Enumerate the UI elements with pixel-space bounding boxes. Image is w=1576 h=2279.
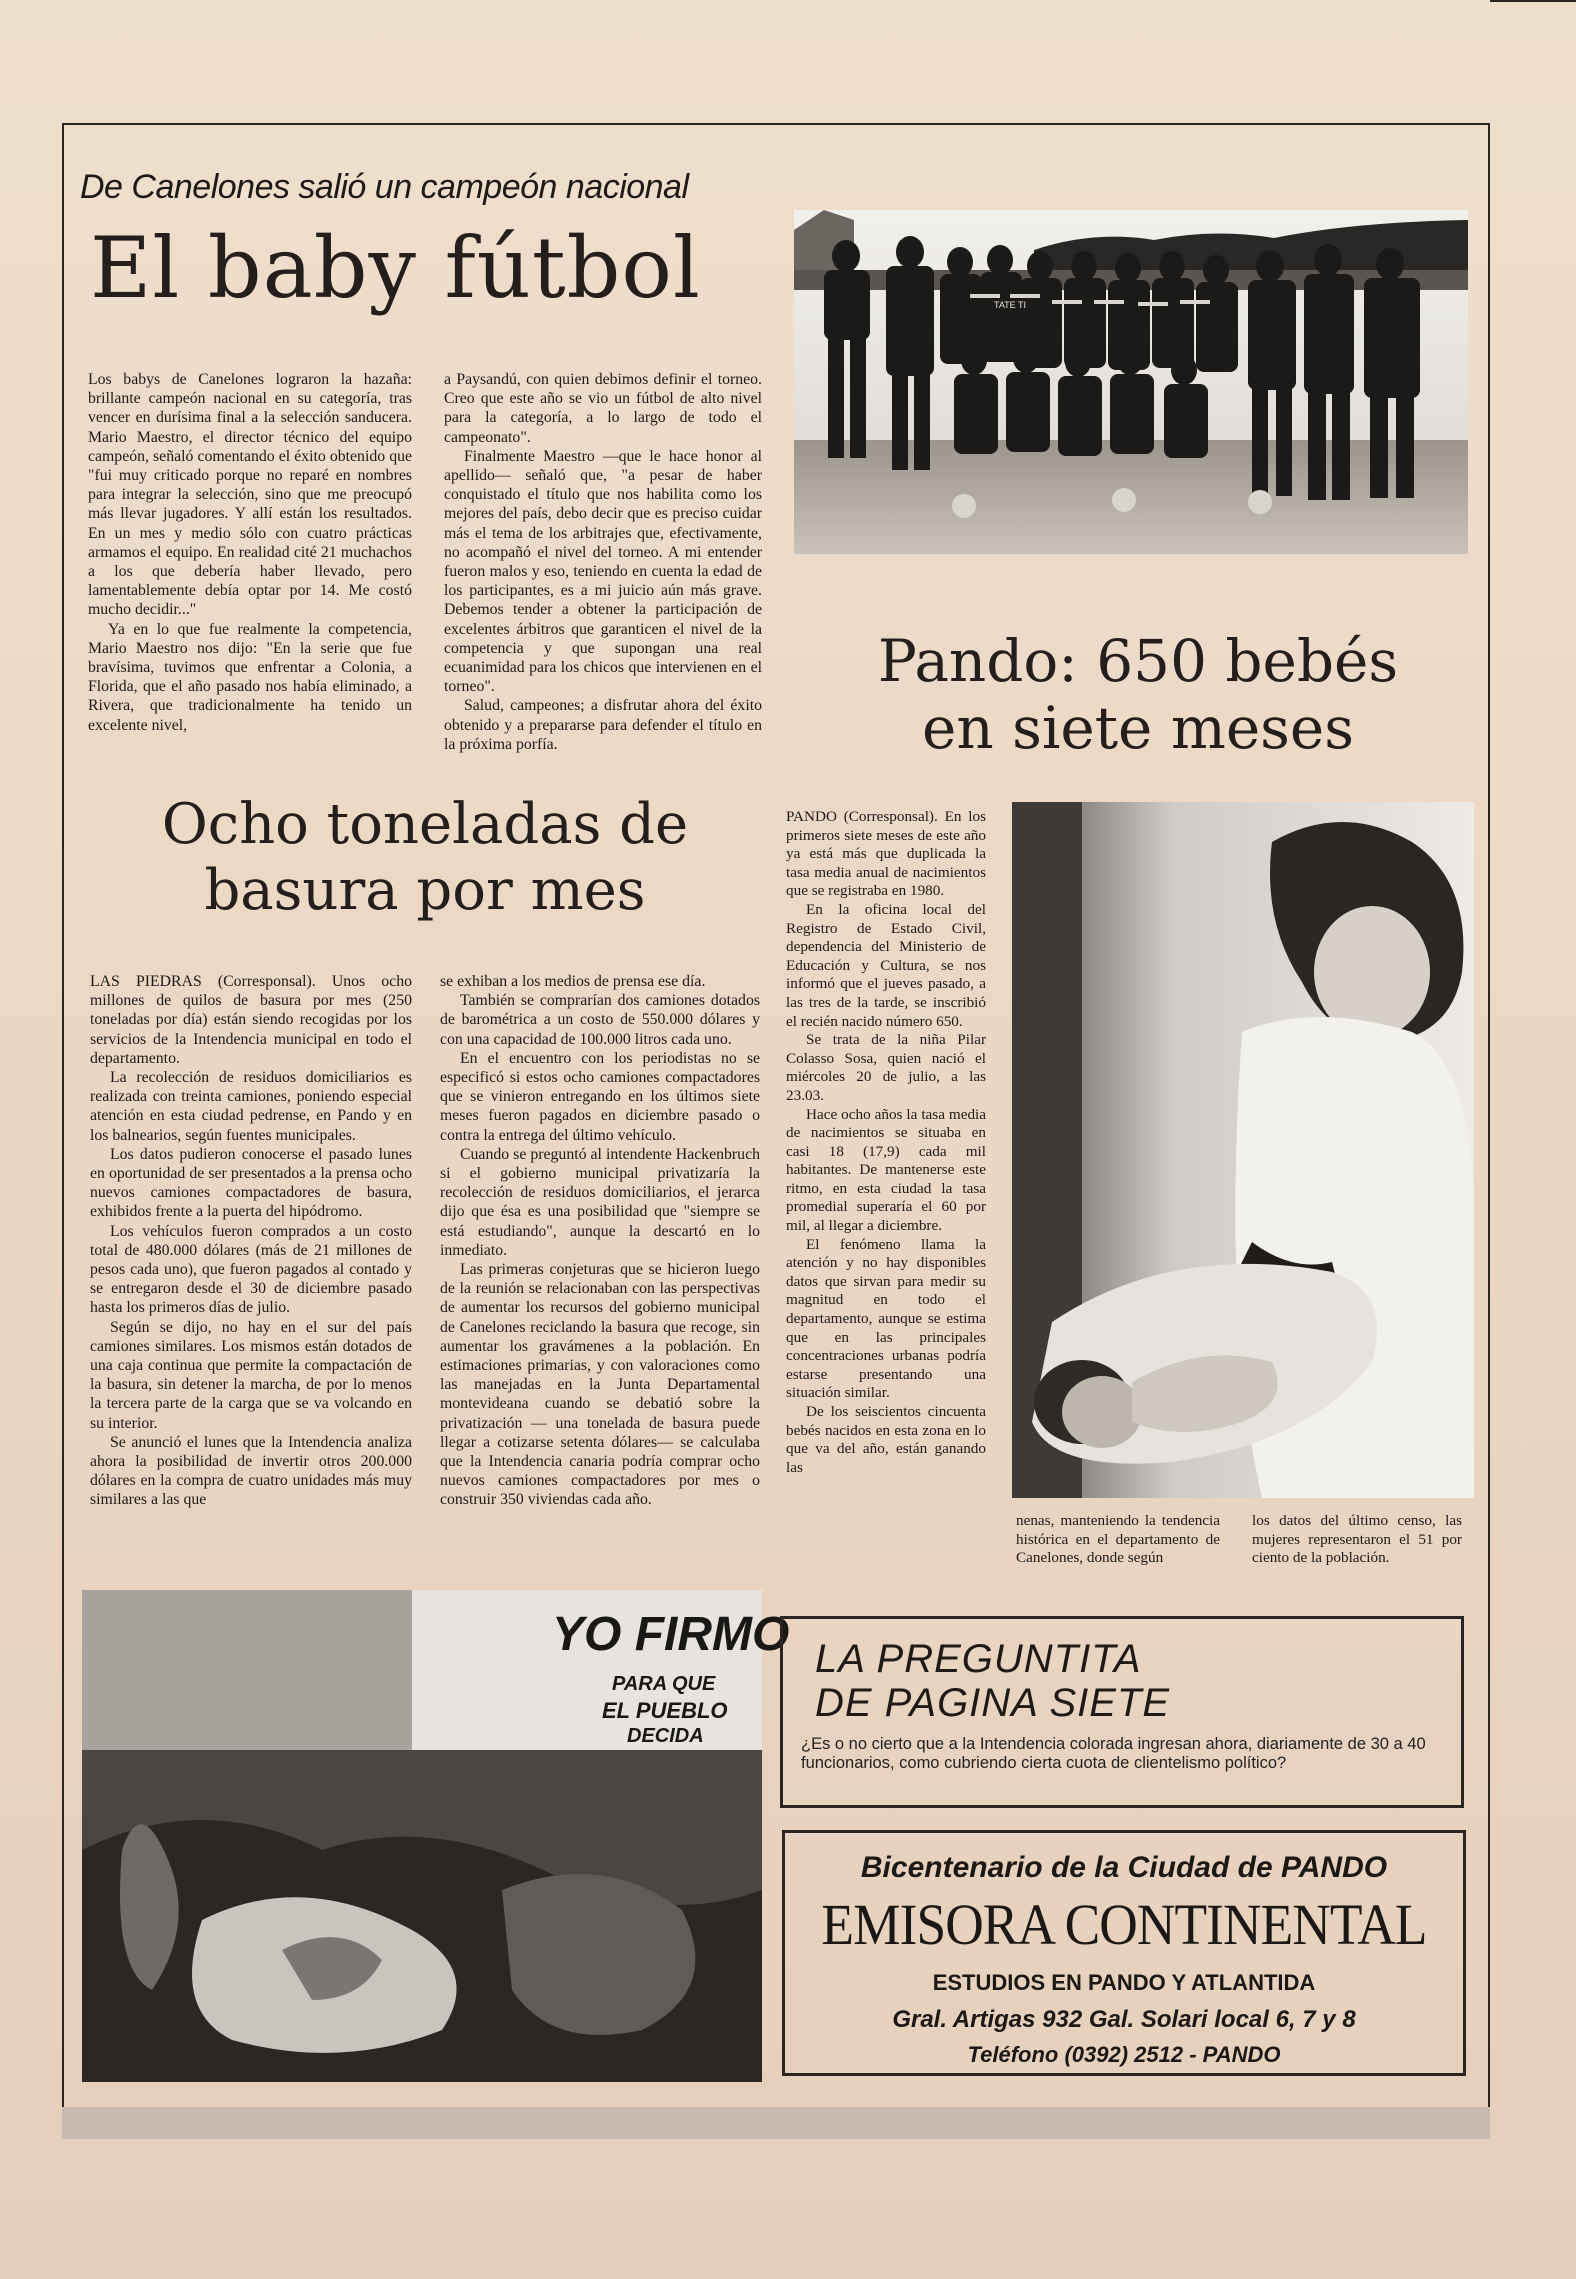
ad-studios: ESTUDIOS EN PANDO Y ATLANTIDA xyxy=(932,1970,1316,1995)
basura-paragraph: LAS PIEDRAS (Corresponsal). Unos ocho millones de quilos de basura por mes (250 toneladas por día) están siendo recogidas por los servicios de la Intendencia municipal en todo el departamento. xyxy=(90,973,412,1067)
basura-paragraph: se exhiban a los medios de prensa ese día. xyxy=(440,973,706,990)
pando-paragraph: Se trata de la niña Pilar Colasso Sosa, quien nació el miércoles 20 de julio, a las 23.03. xyxy=(786,1031,986,1104)
futbol-column-2 xyxy=(444,370,762,754)
pando-headline xyxy=(798,628,1478,763)
basura-paragraph: Las primeras conjeturas que se hicieron luego de la reunión se relacionaban con las perspectivas de aumentar los recursos del gobierno municipal de Canelones reciclando la basura que recoge, sin aumentar los gravámenes a la población. En estimaciones primarias, y con valoraciones como las manejadas en la Junta Departamental montevideana cuando se debatió sobre la privatización — una tonelada de basura puede llegar a cotizarse setenta dólares— se calculaba que la Intendencia canaria podría comprar ocho nuevos camiones compactadores por mes o construir 350 viviendas cada año. xyxy=(440,1261,760,1509)
basura-paragraph: También se comprarían dos camiones dotados de barométrica a un costo de 550.000 dólares y con una capacidad de 100.000 litros cada uno. xyxy=(440,992,760,1048)
futbol-headline: El baby fútbol xyxy=(90,219,701,317)
pando-column-3 xyxy=(1252,1512,1462,1568)
garbage-image xyxy=(82,1590,790,2082)
ad-phone: Teléfono (0392) 2512 - PANDO xyxy=(967,2042,1281,2067)
pando-paragraph: El fenómeno llama la atención y no hay disponibles datos que sirvan para medir su magnitud en todo el departamento, aunque se estima que en las principales concentraciones urbanas podría estarse presentando una situación similar. xyxy=(786,1235,986,1402)
graffiti-line-2: PARA QUE xyxy=(612,1673,716,1695)
basura-headline-line-1: Ocho toneladas de xyxy=(161,792,689,857)
preguntita-title-line-1: LA PREGUNTITA xyxy=(815,1637,1142,1681)
preguntita-title-line-2: DE PAGINA SIETE xyxy=(815,1681,1171,1725)
ad-title: Bicentenario de la Ciudad de PANDO xyxy=(860,1851,1388,1884)
pando-column-1 xyxy=(786,808,986,1477)
preguntita-box xyxy=(780,1616,1464,1808)
pando-column-2 xyxy=(1016,1512,1220,1568)
futbol-paragraph: a Paysandú, con quien debimos definir el torneo. Creo que este año se vio un fútbol de alto nivel para la categoría, a lo largo de todo el campeonato". xyxy=(444,371,762,446)
top-rule xyxy=(1490,0,1576,2)
basura-paragraph: Se anunció el lunes que la Intendencia analiza ahora la posibilidad de invertir otros 200.000 dólares en la compra de cuatro unidades más muy similares a las que xyxy=(90,1433,412,1509)
emisora-advertisement xyxy=(782,1830,1466,2076)
pando-paragraph: nenas, manteniendo la tendencia histórica en el departamento de Canelones, donde según xyxy=(1016,1512,1220,1567)
pando-paragraph: los datos del último censo, las mujeres representaron el 51 por ciento de la población. xyxy=(1252,1512,1462,1567)
graffiti-line-3: EL PUEBLO xyxy=(602,1698,728,1723)
graffiti-line-4: DECIDA xyxy=(627,1725,704,1747)
pando-headline-line-2: en siete meses xyxy=(922,694,1354,763)
basura-headline xyxy=(70,792,780,924)
futbol-paragraph: Salud, campeones; a disfrutar ahora del éxito obtenido y a prepararse para defender el título en la próxima porfía. xyxy=(444,697,762,753)
team-photo xyxy=(794,210,1468,554)
basura-paragraph: En el encuentro con los periodistas no se especificó si estos ocho camiones compactadores que se vinieron entregando en los últimos siete meses fueron pagados en diciembre pasado o contra la entrega del último vehículo. xyxy=(440,1049,760,1144)
graffiti-line-1: YO FIRMO xyxy=(552,1608,790,1661)
baby-nurse-image xyxy=(1012,802,1474,1498)
futbol-paragraph: Ya en lo que fue realmente la competencia, Mario Maestro nos dijo: "En la serie que fue bravísima, tuvimos que enfrentar a Colonia, a Florida, que el año pasado nos había eliminado, a Rivera, que tradicionalmente ha tenido un excelente nivel, xyxy=(88,620,412,734)
basura-paragraph: Los vehículos fueron comprados a un costo total de 480.000 dólares (más de 21 millones de pesos cada uno), que fueron pagados al contado y se entregaron desde el 30 de diciembre pasado hasta los primeros días de julio. xyxy=(90,1222,412,1317)
basura-column-2 xyxy=(440,972,760,1510)
garbage-photo xyxy=(82,1590,790,2082)
pando-headline-line-1: Pando: 650 bebés xyxy=(877,627,1399,695)
baby-nurse-photo xyxy=(1012,802,1474,1498)
ad-address: Gral. Artigas 932 Gal. Solari local 6, 7 y 8 xyxy=(892,2006,1356,2033)
basura-headline-line-2: basura por mes xyxy=(204,858,646,924)
basura-paragraph: La recolección de residuos domiciliarios es realizada con treinta camiones, poniendo especial atención en esta ciudad pedrense, en Pando y en los balnearios, según fuentes municipales. xyxy=(90,1069,412,1144)
team-shirt-text: TATE TI xyxy=(994,300,1027,310)
futbol-column-1 xyxy=(88,370,412,735)
pando-paragraph: Hace ocho años la tasa media de nacimientos se situaba en casi 18 (17,9) cada mil habitantes. De mantenerse este ritmo, en esta ciudad la tasa promedial superaría el 60 por mil, al llegar a diciembre. xyxy=(786,1105,986,1235)
basura-paragraph: Los datos pudieron conocerse el pasado lunes en oportunidad de ser presentados a la prensa ocho nuevos camiones compactadores de basura, exhibidos frente a la puerta del hipódromo. xyxy=(90,1145,412,1221)
futbol-paragraph: Los babys de Canelones lograron la hazaña: brillante campeón nacional en su categoría, tras vencer en durísima final a la selección sanducera. Mario Maestro, el director técnico del equipo campeón, señaló comentando el éxito obtenido que "fui muy criticado porque no reparé en nombres para integrar la selección, sino que me preocupó más llevar jugadores. Y allí están los resultados. En un mes y medio sólo con cuatro prácticas armamos el equipo. En realidad cité 21 muchachos a los que debería haber llevado, pero lamentablemente debía optar por 14. Me costó mucho decidir..." xyxy=(88,371,412,619)
team-photo-image xyxy=(794,210,1468,554)
pando-paragraph: De los seiscientos cincuenta bebés nacidos en esta zona en lo que va del año, están ganando las xyxy=(786,1403,986,1476)
futbol-paragraph: Finalmente Maestro —que le hace honor al apellido— señaló que, "a pesar de haber conquistado el título que nos habilita como los mejores del país, debo decir que es preciso cuidar más el tema de los arbitrajes que, efectivamente, no acompañó el nivel del torneo. A mi entender fueron malos y eso, teniendo en cuenta la edad de los participantes, es a mi juicio aún más grave. Debemos tender a obtener la participación de excelentes árbitros que garanticen el nivel de la competencia y que supongan una real ecuanimidad para los chicos que intervienen en el torneo". xyxy=(444,447,762,696)
preguntita-question: ¿Es o no cierto que a la Intendencia colorada ingresan ahora, diariamente de 30 a 40 funcionarios, como cubriendo cierta cuota de clientelismo político? xyxy=(801,1735,1426,1772)
pando-paragraph: PANDO (Corresponsal). En los primeros siete meses de este año ya está más que duplicada la tasa media anual de nacimientos que se registraba en 1980. xyxy=(786,808,986,900)
ad-station-name: EMISORA CONTINENTAL xyxy=(821,1892,1427,1957)
futbol-kicker: De Canelones salió un campeón nacional xyxy=(80,168,689,206)
basura-paragraph: Según se dijo, no hay en el sur del país camiones similares. Los mismos están dotados de una caja continua que permite la compactación de la basura, sin detener la marcha, de por lo menos la tercera parte de la carga que se va volcando en su interior. xyxy=(90,1318,412,1432)
pando-paragraph: En la oficina local del Registro de Estado Civil, dependencia del Ministerio de Educación y Cultura, se nos informó que el jueves pasado, a las tres de la tarde, se inscribió el recién nacido número 650. xyxy=(786,900,986,1030)
basura-column-1 xyxy=(90,972,412,1510)
basura-paragraph: Cuando se preguntó al intendente Hackenbruch si el gobierno municipal privatizaría la recolección de residuos domiciliarios, el jerarca dijo que ésa es una posibilidad que "siempre se está estudiando", aunque la descartó en lo inmediato. xyxy=(440,1145,760,1259)
bottom-strip xyxy=(62,2107,1490,2139)
